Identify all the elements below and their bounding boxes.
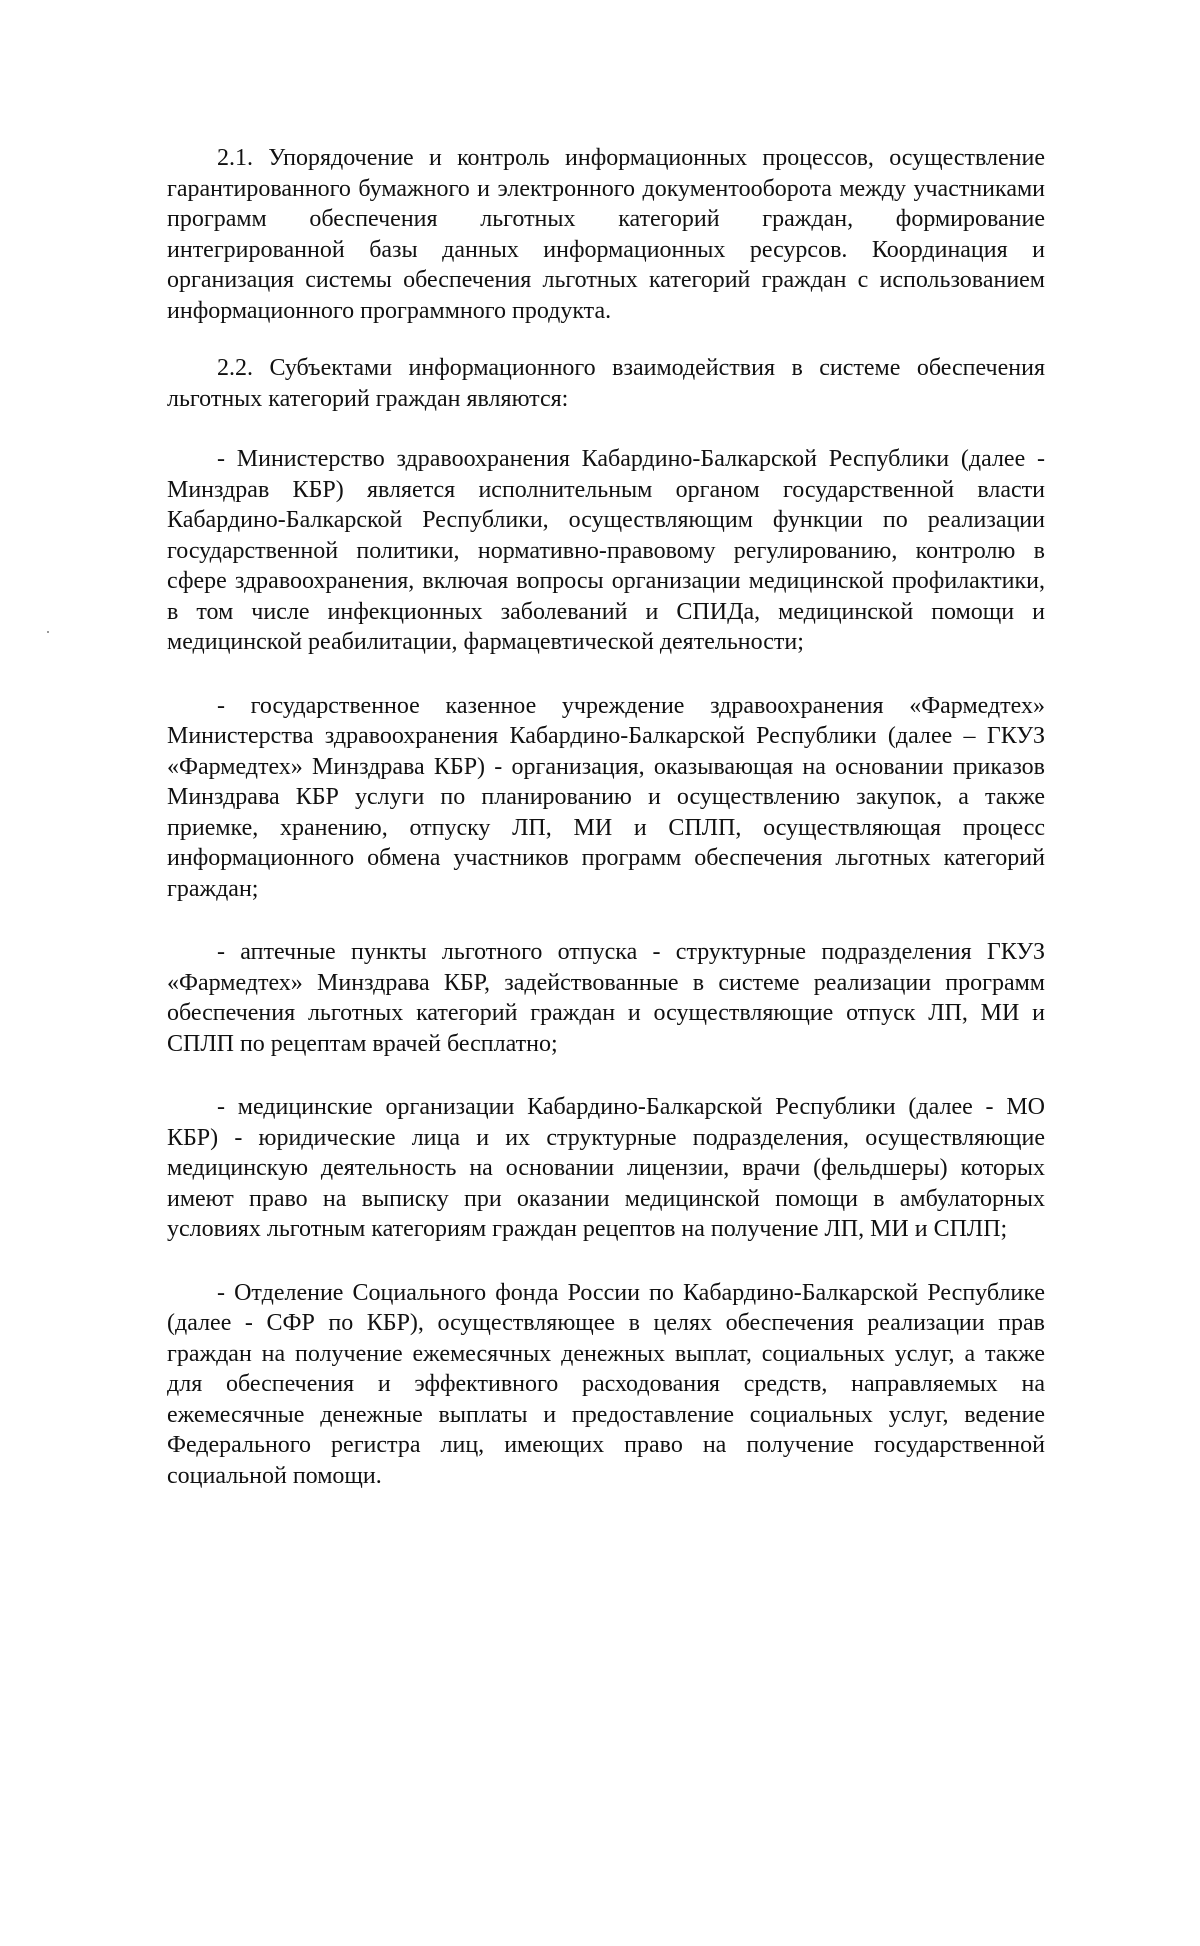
paragraph-farmedteh: - государственное казенное учреждение здравоохранения «Фармедтех» Министерства здравоохранения Кабардино-Балкарской Республики (далее – ГКУЗ «Фармедтех» Минздрава КБР) - организация, оказывающая на основании приказов Минздрава КБР услуги по планированию и осуществлению закупок, а также приемке, хранению, отпуску ЛП, МИ и СПЛП, осуществляющая процесс информационного обмена участников программ обеспечения льготных категорий граждан;	[167, 692, 1045, 902]
document-body	[167, 143, 1045, 1491]
paragraph-2-2: 2.2. Субъектами информационного взаимодействия в системе обеспечения льготных категорий граждан являются:	[167, 355, 1045, 412]
paragraph-medical-organizations: - медицинские организации Кабардино-Балкарской Республики (далее - МО КБР) - юридические лица и их структурные подразделения, осуществляющие медицинскую деятельность на основании лицензии, врачи (фельдшеры) которых имеют право на выписку при оказании медицинской помощи в амбулаторных условиях льготным категориям граждан рецептов на получение ЛП, МИ и СПЛП;	[167, 1094, 1045, 1242]
paragraph-social-fund: - Отделение Социального фонда России по Кабардино-Балкарской Республике (далее - СФР по КБР), осуществляющее в целях обеспечения реализации прав граждан на получение ежемесячных денежных выплат, социальных услуг, а также для обеспечения и эффективного расходования средств, направляемых на ежемесячные денежные выплаты и предоставление социальных услуг, ведение Федерального регистра лиц, имеющих право на получение государственной социальной помощи.	[167, 1279, 1045, 1489]
paragraph-2-1: 2.1. Упорядочение и контроль информационных процессов, осуществление гарантированного бумажного и электронного документооборота между участниками программ обеспечения льготных категорий граждан, формирование интегрированной базы данных информационных ресурсов. Координация и организация системы обеспечения льготных категорий граждан с использованием информационного программного продукта.	[167, 145, 1045, 324]
scan-speck	[47, 631, 49, 633]
paragraph-minzdrav: - Министерство здравоохранения Кабардино-Балкарской Республики (далее - Минздрав КБР) является исполнительным органом государственной власти Кабардино-Балкарской Республики, осуществляющим функции по реализации государственной политики, нормативно-правовому регулированию, контролю в сфере здравоохранения, включая вопросы организации медицинской профилактики, в том числе инфекционных заболеваний и СПИДа, медицинской помощи и медицинской реабилитации, фармацевтической деятельности;	[167, 446, 1045, 655]
paragraph-pharmacy-points: - аптечные пункты льготного отпуска - структурные подразделения ГКУЗ «Фармедтех» Минздрава КБР, задействованные в системе реализации программ обеспечения льготных категорий граждан и осуществляющие отпуск ЛП, МИ и СПЛП по рецептам врачей бесплатно;	[167, 939, 1045, 1057]
